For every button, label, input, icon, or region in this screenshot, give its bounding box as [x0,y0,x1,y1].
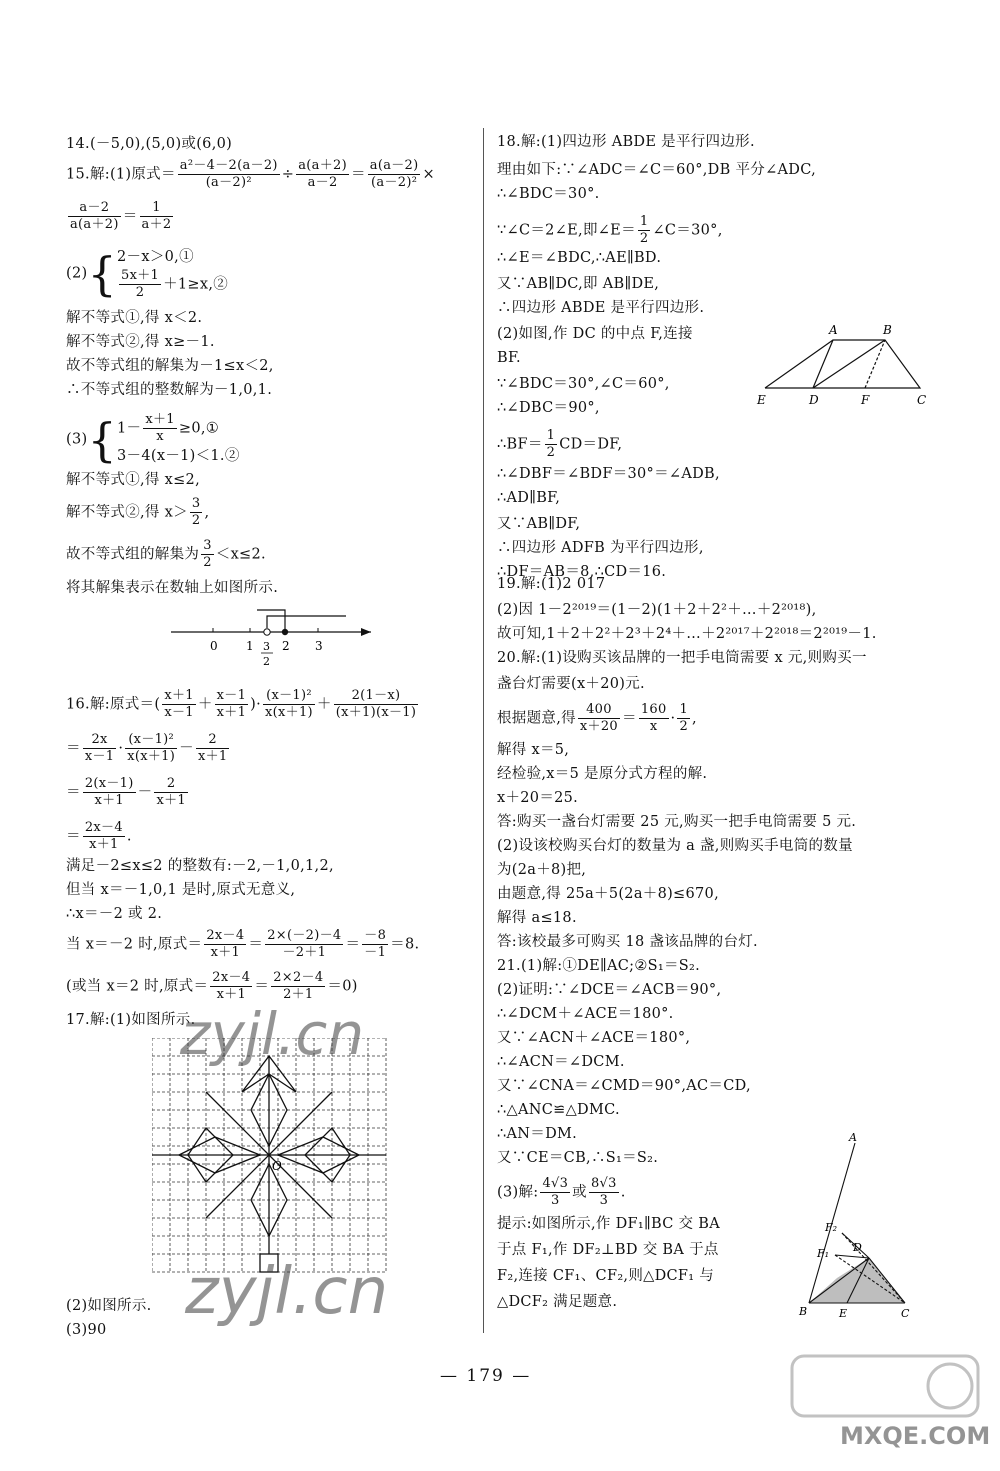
fraction [143,412,177,445]
text: ＝ [254,978,270,995]
denominator: x＋1 [89,837,119,852]
label-B: B [799,1305,808,1318]
denominator: (a－2)² [371,175,418,190]
numerator: 8√3 [590,1176,617,1191]
q15-3-step2 [66,496,209,529]
denominator: (a－2)² [205,175,252,190]
label-D: D [853,1241,862,1254]
text: · [670,710,676,727]
text: CD＝DF, [559,436,623,453]
q18-line1: 18.解:(1)四边形 ABDE 是平行四边形. [497,134,755,150]
fraction [125,732,177,765]
q21-line8: ∴AN＝DM. [497,1126,578,1142]
tick-label: 3 [315,639,323,653]
origin-label: O [272,1159,282,1173]
fraction [271,970,325,1003]
text: , [204,504,210,521]
q20-line8: (2)设该校购买台灯的数量为 a 盏,则购买手电筒的数量 [497,838,853,854]
inequality-system [117,412,240,467]
label-F2: F₂ [825,1221,838,1234]
q15-2-step2: 解不等式②,得 x≥－1. [66,334,215,350]
q18-line15: 又∵AB∥DF, [497,516,581,532]
label-A: A [829,323,838,337]
q18-line7: ∴四边形 ABDE 是平行四边形. [497,300,705,316]
q15-part3-system [66,412,240,467]
numerator: x－1 [216,688,247,703]
text: 故不等式组的解集为 [66,546,200,563]
denominator: 2 [203,555,212,570]
q21-line7: ∴△ANC≌△DMC. [497,1102,620,1118]
label-F: F [861,393,870,407]
q21-line2: (2)证明:∵∠DCE＝∠ACB＝90°, [497,982,722,998]
numerator: x＋1 [164,688,194,703]
text: ＝ [66,740,81,757]
q18-line17: ∴DF＝AB＝8,∴CD＝16. [497,564,667,580]
label-E: E [757,393,766,407]
numerator: 1 [140,200,174,217]
page-number: — 179 — [440,1366,532,1386]
denominator: x－1 [164,705,194,720]
brace-icon: { [87,246,118,301]
denominator: 3 [551,1193,560,1208]
numerator: 2 [196,732,230,749]
text: 或 [572,1184,587,1201]
denominator: x(x＋1) [127,749,176,764]
q20-line6: x＋20＝25. [497,790,579,806]
fraction [190,496,203,529]
text: ＝ [66,828,81,845]
divide-sign: ÷ [281,166,295,183]
q14-answer: 14.(－5,0),(5,0)或(6,0) [66,136,233,152]
text: ∴BF＝ [497,436,543,453]
q16-line3 [66,776,190,809]
q16-step5 [66,970,358,1003]
page-number-value: 179 [466,1366,505,1386]
label-A: A [849,1133,857,1144]
denominator: x＋1 [94,793,124,808]
fraction [68,200,121,233]
inequality-rest: ＋1≥x,② [163,276,229,293]
denominator: a－2 [307,175,338,190]
q16-step3: ∴x＝－2 或 2. [66,906,163,922]
numerator: 2(1－x) [334,688,419,705]
denominator: x＋1 [216,987,247,1002]
q17-part3: (3)90 [66,1322,107,1338]
numerator: 2x [83,732,117,749]
numerator: 1 [546,428,556,443]
q20-line9: 为(2a＋8)把, [497,862,587,878]
q21-line14: △DCF₂ 满足题意. [497,1294,618,1310]
fraction [296,158,349,191]
numerator: a－2 [68,200,121,217]
denominator: x [649,719,658,734]
denominator: 2 [639,231,649,246]
label-E: E [839,1307,848,1320]
fraction [639,702,669,735]
denominator: x＋20 [579,719,618,734]
corner-watermark: MXQE.COM [840,1422,991,1450]
fraction [263,688,315,721]
fraction [140,200,174,233]
label-C: C [917,393,927,407]
text: · [118,740,124,757]
q19-line1: 19.解:(1)2 017 [497,576,606,592]
fraction [545,428,558,461]
denominator: a(a＋2) [70,217,119,232]
q21-triangle-figure [797,1133,917,1323]
q15-2-step4: ∴不等式组的整数解为－1,0,1. [66,382,273,398]
numerator: 160 [640,702,667,717]
q21-line9: 又∵CE＝CB,∴S₁＝S₂. [497,1150,659,1166]
q21-line1: 21.(1)解:①DE∥AC;②S₁＝S₂. [497,958,701,974]
q21-line4: 又∵∠ACN＋∠ACE＝180°, [497,1030,691,1046]
numerator: 2 [154,776,188,793]
inequality-1 [117,412,240,445]
logo-stamp-icon [790,1352,980,1422]
fraction [540,1176,570,1209]
numerator: (x－1)² [263,688,315,705]
q20-line3 [497,702,697,735]
q21-line5: ∴∠ACN＝∠DCM. [497,1054,625,1070]
q16-line2 [66,732,231,765]
text: ＝8. [390,936,420,953]
denominator: 2 [546,445,556,460]
denominator: (x＋1)(x－1) [335,705,417,720]
q21-line13: F₂,连接 CF₁、CF₂,则△DCF₁ 与 [497,1268,715,1284]
q18-line10: ∵∠BDC＝30°,∠C＝60°, [497,376,670,392]
fraction [83,732,117,765]
q18-line16: ∴四边形 ADFB 为平行四边形, [497,540,704,556]
q18-line13: ∴∠DBF＝∠BDF＝30°＝∠ADB, [497,466,720,482]
numerator: 2(x－1) [84,776,134,791]
tick-label: 0 [210,639,218,653]
text: ＜x≤2. [215,546,266,563]
text: 16.解:原式＝( [66,696,161,713]
text: )· [250,696,262,713]
denominator: a＋2 [141,217,172,232]
q17-part1: 17.解:(1)如图所示. [66,1012,196,1028]
trapezoid-outline [765,340,920,388]
q19-line2: (2)因 1－2²⁰¹⁹＝(1－2)(1＋2＋2²＋…＋2²⁰¹⁸), [497,602,817,618]
text: ∵∠C＝2∠E,即∠E＝ [497,222,636,239]
frac-denominator: 2 [263,655,270,668]
text: ＝ [66,784,81,801]
fraction [677,702,690,735]
arrow-icon [361,628,371,636]
numerator: x＋1 [145,412,175,427]
fraction [201,538,214,571]
shaded-region [809,1258,905,1303]
numerator: a(a－2) [369,158,419,173]
fraction [215,688,249,721]
fraction [196,732,230,765]
denominator: x－1 [84,749,115,764]
fraction [119,268,161,301]
numerator: 2x－4 [212,970,251,985]
fraction [589,1176,619,1209]
brace-icon: { [87,412,118,467]
tick-label: 2 [282,639,290,653]
equals-sign: ＝ [350,166,366,183]
inequality-2 [117,268,228,301]
part-label: (2) [66,265,88,282]
open-point [264,629,270,635]
q18-line8: (2)如图,作 DC 的中点 F,连接 [497,326,693,342]
q20-line11: 解得 a≤18. [497,910,577,926]
fraction [162,688,196,721]
q18-line5: ∴∠E＝∠BDC,∴AE∥BD. [497,250,662,266]
text: . [620,1184,626,1201]
q17-part2: (2)如图所示. [66,1298,152,1314]
text: (3)解: [497,1184,539,1201]
solution-range-2 [257,610,285,632]
denominator: －1 [364,945,387,960]
fraction [334,688,419,721]
q20-line12: 答:该校最多可购买 18 盏该品牌的台灯. [497,934,758,950]
q15-3-step1: 解不等式①,得 x≤2, [66,472,200,488]
q21-line6: 又∵∠CNA＝∠CMD＝90°,AC＝CD, [497,1078,751,1094]
inequality-system [117,246,228,301]
term: ≥0,① [178,420,220,437]
denominator: －2＋1 [282,945,327,960]
q18-line14: ∴AD∥BF, [497,490,561,506]
numerator: 2x－4 [84,820,123,835]
q15-part2-system [66,246,228,301]
text: ＋ [316,696,332,713]
inequality-2: 3－4(x－1)＜1.② [117,448,240,464]
column-divider [483,128,484,1333]
fraction [83,776,136,809]
q20-line1: 20.解:(1)设购买该品牌的一把手电筒需要 x 元,则购买一 [497,650,867,666]
q16-step2: 但当 x＝－1,0,1 是时,原式无意义, [66,882,296,898]
numerator: 2×(－2)－4 [267,928,342,943]
text: ＝ [248,936,264,953]
numerator: 2×2－4 [273,970,324,985]
closed-point [282,629,288,635]
fraction [578,702,620,735]
q16-step1: 满足－2≤x≤2 的整数有:－2,－1,0,1,2, [66,858,334,874]
q18-line3: ∴∠BDC＝30°. [497,186,600,202]
denominator: x＋1 [210,945,241,960]
denominator: x＋1 [216,705,247,720]
text: － [179,740,194,757]
q18-line9: BF. [497,350,521,366]
text: , [692,710,697,727]
q21-line12: 于点 F₁,作 DF₂⊥BD 交 BA 于点 [497,1242,719,1258]
numerator: (x－1)² [125,732,177,749]
text: . [126,828,132,845]
label-C: C [901,1307,910,1320]
q20-line10: 由题意,得 25a＋5(2a＋8)≤670, [497,886,719,902]
label-B: B [883,323,892,337]
denominator: 2＋1 [283,987,314,1002]
fraction [210,970,252,1003]
numerator: 1 [639,214,649,229]
fraction [265,928,343,961]
fraction [178,158,280,191]
q15-2-step1: 解不等式①,得 x＜2. [66,310,203,326]
q21-line11: 提示:如图所示,作 DF₁∥BC 交 BA [497,1216,720,1232]
numerator: 4√3 [542,1176,569,1191]
q20-line2: 盏台灯需要(x＋20)元. [497,676,645,692]
q21-line3: ∴∠DCM＋∠ACE＝180°. [497,1006,674,1022]
numerator: 5x＋1 [121,268,160,283]
denominator: 2 [135,285,145,300]
label-F1: F₁ [817,1247,830,1260]
number-line-figure [166,602,381,672]
text: ＝ [622,710,637,727]
q18-line4 [497,214,723,247]
text: 当 x＝－2 时,原式＝ [66,936,203,953]
q16-line1 [66,688,420,721]
numerator: 400 [578,702,620,719]
label-D: D [809,393,819,407]
denominator: x＋1 [156,793,186,808]
q20-line4: 解得 x＝5, [497,742,570,758]
fraction [83,820,125,853]
denominator: x＋1 [197,749,228,764]
fraction [154,776,188,809]
q20-line5: 经检验,x＝5 是原分式方程的解. [497,766,708,782]
numerator: －8 [364,928,387,943]
q18-line11: ∴∠DBC＝90°, [497,400,600,416]
term: 1－ [117,420,142,437]
denominator: x(x＋1) [265,705,313,720]
text: 解不等式②,得 x＞ [66,504,188,521]
q15-intro: 15.解:(1)原式＝ [66,166,176,183]
text: ＝0) [327,978,358,995]
numerator: a(a＋2) [298,158,347,173]
text: (或当 x＝2 时,原式＝ [66,978,209,995]
q18-line6: 又∵AB∥DC,即 AB∥DE, [497,276,660,292]
inequality-1: 2－x＞0,① [117,249,194,265]
denominator: 2 [679,719,689,734]
text: ＋ [197,696,213,713]
q18-line2: 理由如下:∵∠ADC＝∠C＝60°,DB 平分∠ADC, [497,162,817,178]
numerator: 3 [203,538,212,553]
q18-line12 [497,428,622,461]
q15-3-step3 [66,538,266,571]
tick-label: 1 [246,639,254,653]
equals-sign: ＝ [122,208,138,225]
numerator: 1 [679,702,689,717]
q17-grid-figure [152,1038,392,1288]
text: 根据题意,得 [497,710,576,727]
frac-numerator: 3 [263,640,270,653]
text: － [137,784,153,801]
q21-line10 [497,1176,626,1209]
fraction [638,214,651,247]
q20-line7: 答:购买一盏台灯需要 25 元,购买一把手电筒需要 5 元. [497,814,857,830]
denominator: 3 [599,1193,609,1208]
numerator: 2x－4 [206,928,245,943]
q16-step4 [66,928,419,961]
q16-line4 [66,820,132,853]
q19-line3: 故可知,1＋2＋2²＋2³＋2⁴＋…＋2²⁰¹⁷＋2²⁰¹⁸＝2²⁰¹⁹－1. [497,626,877,642]
watermark-2: zyjl.cn [185,1255,389,1329]
q15-line2 [66,200,175,233]
q15-3-step4: 将其解集表示在数轴上如图所示. [66,580,279,596]
q15-2-step3: 故不等式组的解集为－1≤x＜2, [66,358,274,374]
text: ∠C＝30°, [652,222,723,239]
denominator: x [156,429,164,444]
times-sign: × [422,166,435,183]
watermark-1: zyjl.cn [180,1000,365,1068]
q15-line1 [66,158,435,191]
fraction [368,158,421,191]
solution-range-1 [267,616,346,628]
denominator: 2 [191,513,201,528]
fraction [362,928,388,961]
numerator: a²－4－2(a－2) [179,158,278,173]
q18-trapezoid-figure [755,318,935,408]
text: ＝ [345,936,361,953]
numerator: 3 [191,496,201,511]
part-label: (3) [66,431,88,448]
fraction [204,928,246,961]
